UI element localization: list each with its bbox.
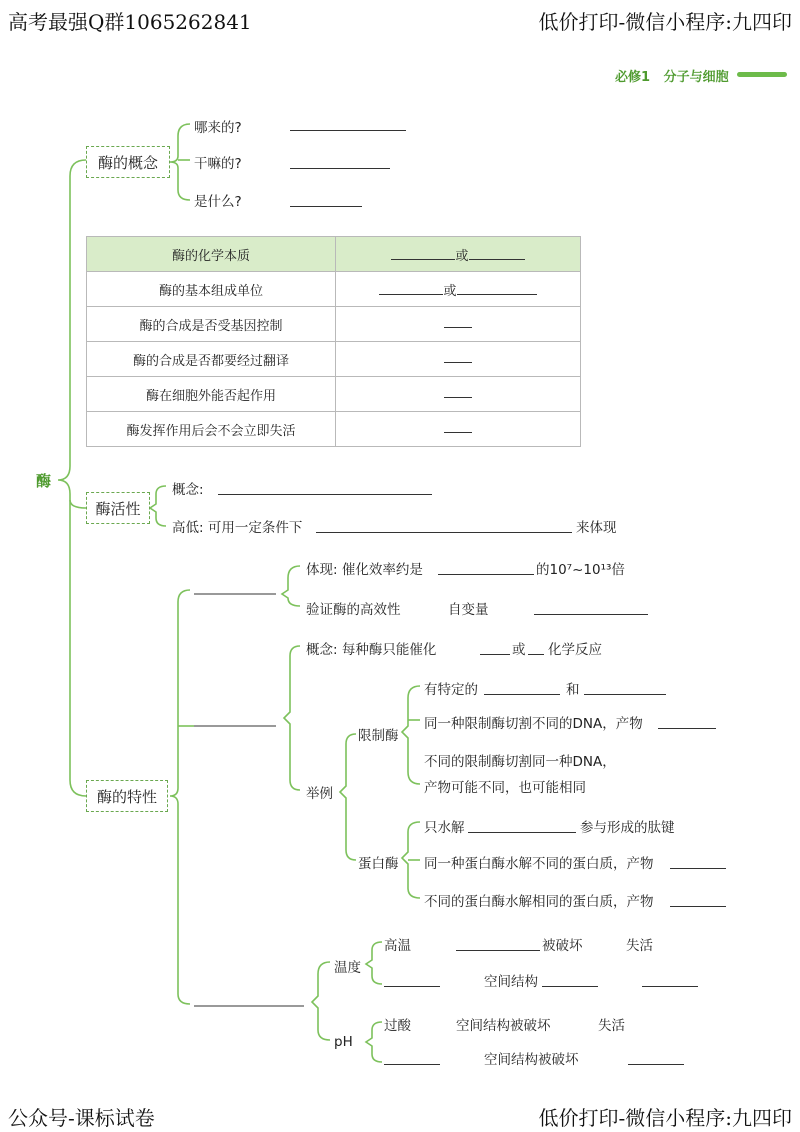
table-row	[87, 272, 581, 307]
table-label: 酶的化学本质	[87, 237, 336, 272]
table-answer[interactable]	[336, 377, 581, 412]
temp-high: 高温	[384, 938, 411, 954]
temp-high-end: 失活	[626, 938, 653, 954]
activity-level-prefix: 高低: 可用一定条件下	[172, 520, 303, 536]
efficiency-embody-blank[interactable]	[438, 574, 534, 575]
protease-label: 蛋白酶	[358, 856, 399, 872]
ph-acid-mid: 空间结构被破坏	[456, 1018, 551, 1034]
concept-blank-definition[interactable]	[290, 206, 362, 207]
ph-acid: 过酸	[384, 1018, 411, 1034]
restriction-line3a: 不同的限制酶切割同一种DNA，	[424, 754, 616, 770]
specificity-concept-suffix: 化学反应	[548, 642, 602, 658]
table-row	[87, 237, 581, 272]
table-row	[87, 307, 581, 342]
table-row	[87, 377, 581, 412]
efficiency-embody-suffix: 的10⁷~10¹³倍	[536, 562, 625, 578]
specificity-blank-1[interactable]	[480, 654, 510, 655]
restriction-blank-1[interactable]	[484, 694, 560, 695]
activity-level-suffix: 来体现	[576, 520, 617, 536]
table-label: 酶在细胞外能否起作用	[87, 377, 336, 412]
protease-line1-prefix: 只水解	[424, 820, 465, 836]
table-row	[87, 342, 581, 377]
footer-right: 低价打印-微信小程序:九四印	[538, 1106, 792, 1130]
restriction-blank-3[interactable]	[658, 728, 716, 729]
efficiency-embody-prefix: 体现: 催化效率约是	[306, 562, 423, 578]
concept-item-function: 干嘛的?	[194, 156, 242, 172]
root-node: 酶	[36, 472, 52, 490]
table-answer[interactable]	[336, 412, 581, 447]
temp-low-blank[interactable]	[384, 986, 440, 987]
table-answer-or: 或	[455, 248, 469, 264]
protease-line2: 同一种蛋白酶水解不同的蛋白质，产物	[424, 856, 654, 872]
table-label: 酶的基本组成单位	[87, 272, 336, 307]
efficiency-verify-blank[interactable]	[534, 614, 648, 615]
protease-blank-2[interactable]	[670, 868, 726, 869]
table-answer[interactable]	[336, 237, 581, 272]
specificity-concept-or: 或	[512, 642, 526, 658]
specificity-concept-prefix: 概念: 每种酶只能催化	[306, 642, 437, 658]
protease-line1-suffix: 参与形成的肽键	[580, 820, 675, 836]
table-answer[interactable]	[336, 342, 581, 377]
restriction-line3b: 产物可能不同，也可能相同	[424, 780, 586, 796]
temp-high-blank[interactable]	[456, 950, 540, 951]
ph-label: pH	[334, 1034, 353, 1050]
table-row	[87, 412, 581, 447]
table-answer-or: 或	[443, 283, 457, 299]
enzyme-table	[86, 236, 581, 447]
protease-blank-3[interactable]	[670, 906, 726, 907]
ph-acid-end: 失活	[598, 1018, 625, 1034]
concept-blank-function[interactable]	[290, 168, 390, 169]
features-box: 酶的特性	[86, 780, 168, 812]
specificity-blank-2[interactable]	[528, 654, 544, 655]
efficiency-verify-var: 自变量	[448, 602, 489, 618]
header-right: 低价打印-微信小程序:九四印	[538, 10, 792, 34]
table-label: 酶的合成是否都要经过翻译	[87, 342, 336, 377]
restriction-blank-2[interactable]	[584, 694, 666, 695]
temp-low-mid: 空间结构	[484, 974, 538, 990]
concept-box: 酶的概念	[86, 146, 170, 178]
table-label: 酶发挥作用后会不会立即失活	[87, 412, 336, 447]
concept-item-definition: 是什么?	[194, 194, 242, 210]
restriction-line2: 同一种限制酶切割不同的DNA，产物	[424, 716, 643, 732]
footer-left: 公众号-课标试卷	[8, 1106, 155, 1130]
protease-line3: 不同的蛋白酶水解相同的蛋白质，产物	[424, 894, 654, 910]
ph-low-blank-2[interactable]	[628, 1064, 684, 1065]
protease-blank-1[interactable]	[468, 832, 576, 833]
activity-level-blank[interactable]	[316, 532, 572, 533]
concept-item-origin: 哪来的?	[194, 120, 242, 136]
activity-box: 酶活性	[86, 492, 150, 524]
ph-low-mid: 空间结构被破坏	[484, 1052, 579, 1068]
table-label: 酶的合成是否受基因控制	[87, 307, 336, 342]
activity-concept-blank[interactable]	[218, 494, 432, 495]
temp-low-blank-3[interactable]	[642, 986, 698, 987]
header-left: 高考最强Q群1065262841	[8, 10, 252, 34]
restriction-line1-and: 和	[566, 682, 580, 698]
concept-blank-origin[interactable]	[290, 130, 406, 131]
table-answer[interactable]	[336, 272, 581, 307]
section-badge: 必修1 分子与细胞	[615, 70, 729, 85]
efficiency-verify-label: 验证酶的高效性	[306, 602, 401, 618]
restriction-label: 限制酶	[358, 728, 399, 744]
temp-high-mid: 被破坏	[542, 938, 583, 954]
activity-concept-label: 概念:	[172, 482, 204, 498]
temperature-label: 温度	[334, 960, 361, 976]
ph-low-blank[interactable]	[384, 1064, 440, 1065]
example-label: 举例	[306, 786, 333, 802]
restriction-line1-prefix: 有特定的	[424, 682, 478, 698]
temp-low-blank-2[interactable]	[542, 986, 598, 987]
table-answer[interactable]	[336, 307, 581, 342]
